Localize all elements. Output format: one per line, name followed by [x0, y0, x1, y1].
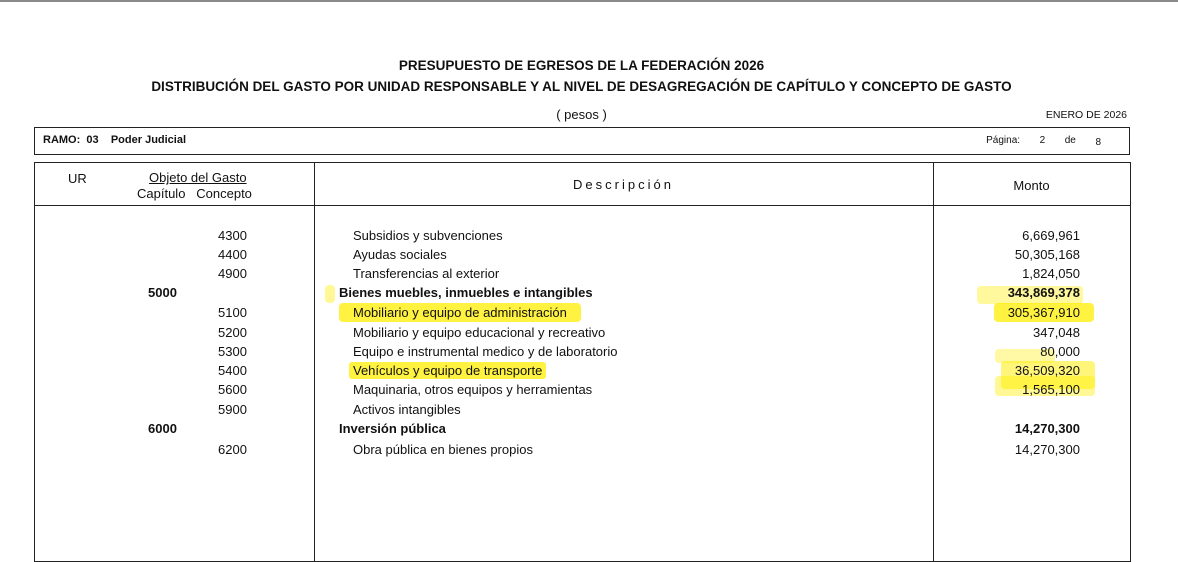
- row-description: Vehículos y equipo de transporte: [349, 362, 546, 379]
- column-header-descripcion: Descripción: [573, 177, 674, 192]
- column-header-objeto: Objeto del Gasto: [149, 170, 247, 185]
- table-row: [35, 266, 1130, 285]
- row-amount: 347,048: [1033, 325, 1080, 340]
- table-row: [35, 382, 1130, 401]
- column-header-monto: Monto: [1013, 178, 1050, 193]
- row-amount: 50,305,168: [1014, 247, 1080, 262]
- concepto-code: 5400: [218, 363, 247, 378]
- column-header-capitulo-concepto: Capítulo Concepto: [137, 186, 252, 201]
- concepto-code: 5900: [218, 402, 247, 417]
- budget-table: [34, 162, 1131, 562]
- ramo-box: [34, 127, 1130, 155]
- concepto-code: 6200: [218, 442, 247, 457]
- row-description: Mobiliario y equipo educacional y recreativo: [353, 325, 606, 340]
- row-description: Obra pública en bienes propios: [353, 442, 533, 457]
- row-description: Activos intangibles: [353, 402, 461, 417]
- row-description: Ayudas sociales: [353, 247, 447, 262]
- page-current: 2: [1039, 135, 1046, 146]
- units-label: ( pesos ): [556, 107, 607, 122]
- row-amount: 6,669,961: [1022, 228, 1080, 243]
- page-of: de: [1064, 135, 1076, 146]
- page-total: 8: [1095, 137, 1101, 148]
- row-description: Inversión pública: [339, 421, 446, 436]
- report-subtitle: DISTRIBUCIÓN DEL GASTO POR UNIDAD RESPONSABLE Y AL NIVEL DE DESAGREGACIÓN DE CAPÍTULO Y CONCEPTO DE GASTO: [151, 79, 1012, 94]
- capitulo-code: 6000: [148, 421, 177, 436]
- concepto-code: 4900: [218, 266, 247, 281]
- concepto-code: 5200: [218, 325, 247, 340]
- table-row: [35, 421, 1130, 440]
- report-date: ENERO DE 2026: [1045, 109, 1127, 121]
- row-description: Transferencias al exterior: [353, 266, 500, 281]
- concepto-code: 5100: [218, 305, 247, 320]
- ramo-label: RAMO: 03 Poder Judicial: [43, 134, 187, 146]
- table-row: [35, 442, 1130, 461]
- row-description: Bienes muebles, inmuebles e intangibles: [339, 285, 593, 300]
- row-amount: 305,367,910: [994, 303, 1094, 322]
- row-description: Equipo e instrumental medico y de laboratorio: [353, 344, 618, 359]
- row-amount: 1,824,050: [1022, 266, 1080, 281]
- table-row: [35, 325, 1130, 344]
- row-description: Subsidios y subvenciones: [353, 228, 503, 243]
- concepto-code: 4400: [218, 247, 247, 262]
- row-amount: 14,270,300: [1014, 442, 1080, 457]
- row-amount: 1,565,100: [1022, 382, 1080, 397]
- table-row-highlighted: [35, 363, 1130, 382]
- table-row: [35, 285, 1130, 304]
- table-row: [35, 228, 1130, 247]
- page-indicator: [986, 135, 1101, 146]
- concepto-code: 5300: [218, 344, 247, 359]
- table-row-highlighted: [35, 305, 1130, 324]
- row-amount: 36,509,320: [1014, 363, 1080, 378]
- concepto-code: 5600: [218, 382, 247, 397]
- table-row: [35, 344, 1130, 363]
- header-divider: [35, 205, 1130, 206]
- row-amount: 14,270,300: [1014, 421, 1080, 436]
- capitulo-code: 5000: [148, 285, 177, 300]
- row-description: Maquinaria, otros equipos y herramientas: [353, 382, 593, 397]
- column-header-ur: UR: [68, 171, 87, 186]
- top-border: [0, 0, 1178, 2]
- table-row: [35, 247, 1130, 266]
- concepto-code: 4300: [218, 228, 247, 243]
- row-description: Mobiliario y equipo de administración: [339, 303, 581, 322]
- row-amount: 80,000: [1040, 344, 1080, 359]
- report-title: PRESUPUESTO DE EGRESOS DE LA FEDERACIÓN 2026: [398, 58, 765, 73]
- row-amount: 343,869,378: [1007, 285, 1080, 300]
- table-row: [35, 402, 1130, 421]
- page-label: Página:: [986, 135, 1021, 146]
